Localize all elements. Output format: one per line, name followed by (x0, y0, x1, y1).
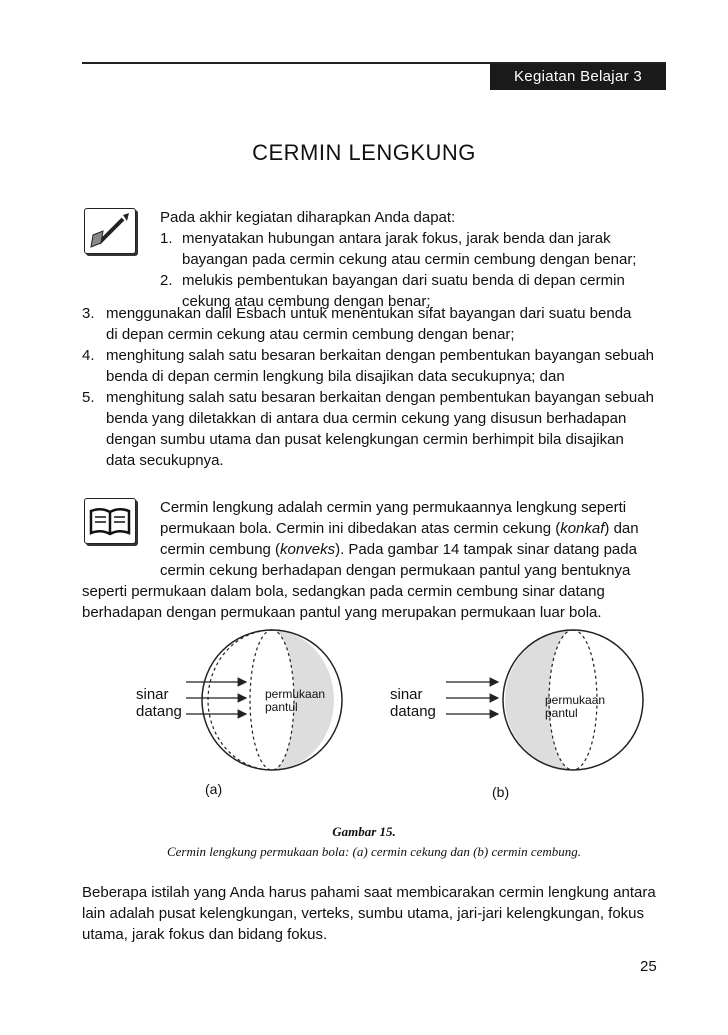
reading-line-1: Cermin lengkung adalah cermin yang permukaannya lengkung seperti (160, 499, 627, 516)
fig-a-permukaan: permukaan (265, 687, 326, 701)
page-title: CERMIN LENGKUNG (252, 140, 476, 165)
figure-caption-text: Cermin lengkung permukaan bola: (a) cermin cekung dan (b) cermin cembung. (166, 844, 582, 859)
fig-b-permukaan: permukaan (545, 693, 606, 707)
closing-line-2: lain adalah pusat kelengkungan, verteks, sumbu utama, jari-jari kelengkungan, fokus (82, 905, 645, 922)
objectives-intro: Pada akhir kegiatan diharapkan Anda dapat: (160, 209, 456, 226)
closing-line-3: utama, jarak fokus dan bidang fokus. (82, 926, 328, 943)
objective-item-5: 5. menghitung salah satu besaran berkaitan dengan pembentukan bayangan sebuah benda yang diletakkan di antara dua cermin cekung yang disusun berhadapan dengan sumbu utama dan pusat kelengkungan cermin berhimpit bila disajikan data secukupnya. (82, 389, 654, 469)
objective-item-2: 2. melukis pembentukan bayangan dari suatu benda di depan cermin cekung atau cembung dengan benar; (160, 272, 625, 310)
reading-line-4: cermin cekung berhadapan dengan permukaan pantul yang bentuknya (160, 562, 631, 579)
fig-b-datang: datang (390, 703, 436, 720)
arrow-target-icon (84, 208, 136, 254)
objective-item-4: 4. menghitung salah satu besaran berkaitan dengan pembentukan bayangan sebuah benda di depan cermin lengkung bila disajikan data secukupnya; dan (82, 347, 654, 385)
fig-a-label: (a) (205, 781, 223, 797)
objective-item-3: 3. menggunakan dalil Esbach untuk menentukan sifat bayangan dari suatu benda di depan cermin cekung atau cermin cembung dengan benar; (82, 305, 632, 343)
objective-item-1: 1. menyatakan hubungan antara jarak fokus, jarak benda dan jarak bayangan pada cermin cekung atau cermin cembung dengan benar; (160, 230, 637, 268)
reading-line-2: permukaan bola. Cermin ini dibedakan atas cermin cekung (konkaf) dan (160, 520, 639, 537)
fig-b-sinar: sinar (390, 686, 423, 703)
open-book-icon (84, 498, 136, 544)
closing-line-1: Beberapa istilah yang Anda harus pahami saat membicarakan cermin lengkung antara (82, 884, 656, 901)
fig-b-label: (b) (492, 784, 510, 800)
fig-b-pantul: pantul (545, 706, 578, 720)
mirror-figure (0, 620, 728, 820)
fig-a-sinar: sinar (136, 686, 169, 703)
page-number: 25 (640, 958, 657, 975)
figure-caption-title: Gambar 15. (332, 824, 396, 839)
section-badge: Kegiatan Belajar 3 (490, 64, 666, 90)
reading-line-5: seperti permukaan dalam bola, sedangkan pada cermin cembung sinar datang (82, 583, 605, 600)
fig-a-datang: datang (136, 703, 182, 720)
reading-line-6: berhadapan dengan permukaan pantul yang merupakan permukaan luar bola. (82, 604, 602, 621)
reading-line-3: cermin cembung (konveks). Pada gambar 14 tampak sinar datang pada (160, 541, 637, 558)
fig-a-pantul: pantul (265, 700, 298, 714)
